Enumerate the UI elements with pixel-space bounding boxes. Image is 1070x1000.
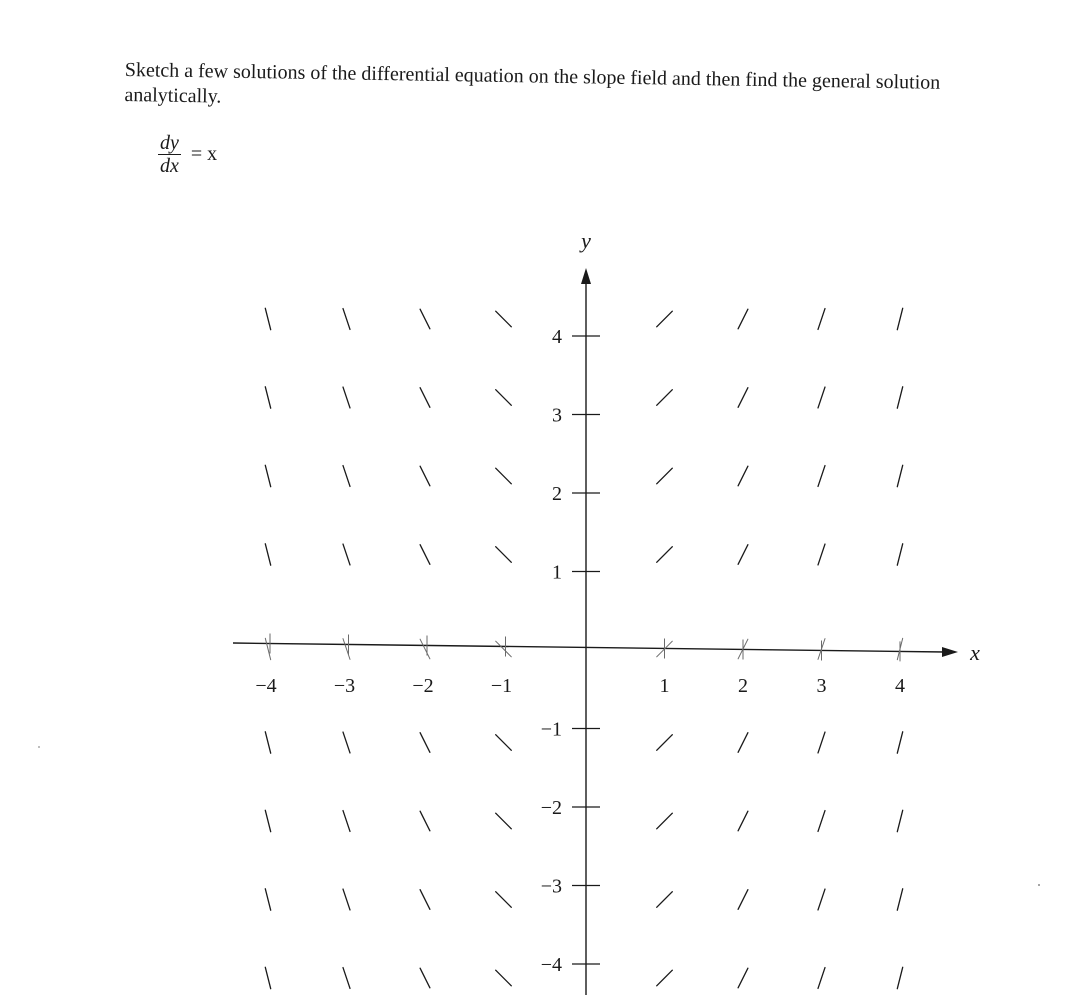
slope-segment	[818, 309, 825, 330]
y-axis-label: y	[581, 228, 591, 253]
axes	[233, 268, 958, 995]
slope-segment	[343, 968, 350, 989]
x-axis-label: x	[970, 640, 980, 665]
slope-segment	[738, 466, 748, 486]
slope-segment	[818, 732, 825, 753]
slope-segment	[496, 892, 512, 908]
y-tick-label: −3	[540, 875, 562, 898]
slope-segment	[343, 732, 350, 753]
slope-segment	[265, 967, 270, 988]
slope-segment	[657, 468, 673, 484]
x-tick-label: 4	[895, 675, 905, 697]
fraction-denominator: dx	[160, 155, 179, 177]
y-tick-label: −4	[540, 954, 562, 976]
slope-segment	[343, 544, 350, 565]
slope-segment	[657, 547, 673, 563]
slope-segment	[496, 468, 512, 484]
slope-segment	[738, 388, 748, 408]
slope-segment	[420, 309, 430, 329]
y-tick-label: 4	[552, 326, 562, 348]
slope-segment	[897, 465, 902, 486]
slope-segment	[265, 387, 270, 408]
slope-segment	[265, 544, 270, 565]
fraction-numerator: dy	[160, 132, 179, 154]
slope-segment	[496, 813, 512, 829]
slope-segment	[897, 967, 902, 988]
slope-segment	[496, 970, 512, 986]
slope-segment	[657, 735, 673, 751]
slope-segment	[496, 390, 512, 406]
slope-segment	[738, 968, 748, 988]
scan-speck	[1038, 884, 1040, 886]
slope-segment	[897, 544, 902, 565]
slope-segment	[265, 732, 270, 753]
slope-segment	[343, 309, 350, 330]
slope-segment	[343, 811, 350, 832]
x-tick-label: 2	[738, 675, 748, 697]
slope-segment	[738, 890, 748, 910]
slope-segment	[897, 732, 902, 753]
slope-segment	[496, 641, 512, 657]
x-tick-label: 1	[659, 675, 670, 697]
slope-segment	[897, 810, 902, 831]
slope-segment	[496, 311, 512, 327]
slope-segment	[657, 311, 673, 327]
slope-segment	[420, 466, 430, 486]
y-tick-label: 2	[552, 483, 562, 505]
slope-segment	[420, 545, 430, 565]
slope-segment	[420, 811, 430, 831]
slope-segment	[818, 544, 825, 565]
slope-segment	[818, 968, 825, 989]
slope-segment	[738, 811, 748, 831]
slope-segment	[738, 309, 748, 329]
slope-segment	[897, 387, 902, 408]
slope-segment	[657, 970, 673, 986]
slope-segment	[343, 889, 350, 910]
y-axis-arrow	[581, 268, 591, 284]
slope-segment	[343, 387, 350, 408]
y-tick-label: −2	[540, 797, 562, 819]
slope-segment	[897, 889, 902, 910]
slope-segment	[420, 639, 430, 659]
problem-instruction: Sketch a few solutions of the differential equation on the slope field and then find the general solution analytically.	[124, 58, 941, 108]
slope-segment	[657, 813, 673, 829]
slope-segment	[420, 733, 430, 753]
slope-segment	[818, 387, 825, 408]
slope-segment	[496, 547, 512, 563]
slope-segments	[265, 308, 902, 988]
y-tick-label: −1	[540, 718, 562, 741]
x-tick-label: −2	[412, 675, 434, 697]
slope-segment	[897, 308, 902, 329]
slope-segment	[657, 390, 673, 406]
y-tick-label: 1	[552, 561, 562, 584]
y-tick-label: 3	[552, 404, 562, 427]
scan-speck	[38, 746, 40, 748]
slope-segment	[738, 545, 748, 565]
x-axis-line	[233, 643, 945, 652]
slope-segment	[420, 890, 430, 910]
x-tick-label: −4	[255, 675, 277, 697]
slope-segment	[420, 388, 430, 408]
slope-segment	[496, 735, 512, 751]
x-axis-arrow	[942, 647, 958, 657]
slope-segment	[265, 889, 270, 910]
slope-segment	[343, 466, 350, 487]
equation-rhs: = x	[190, 143, 218, 165]
slope-segment	[818, 889, 825, 910]
slope-segment	[818, 466, 825, 487]
x-tick-label: −3	[333, 675, 356, 697]
slope-segment	[657, 892, 673, 908]
slope-segment	[265, 465, 270, 486]
slope-segment	[265, 308, 270, 329]
slope-segment	[420, 968, 430, 988]
tick-labels	[255, 228, 980, 976]
slope-segment	[265, 810, 270, 831]
slope-segment	[738, 733, 748, 753]
slope-segment	[818, 811, 825, 832]
x-tick-label: −1	[490, 675, 513, 697]
x-tick-label: 3	[816, 675, 827, 697]
